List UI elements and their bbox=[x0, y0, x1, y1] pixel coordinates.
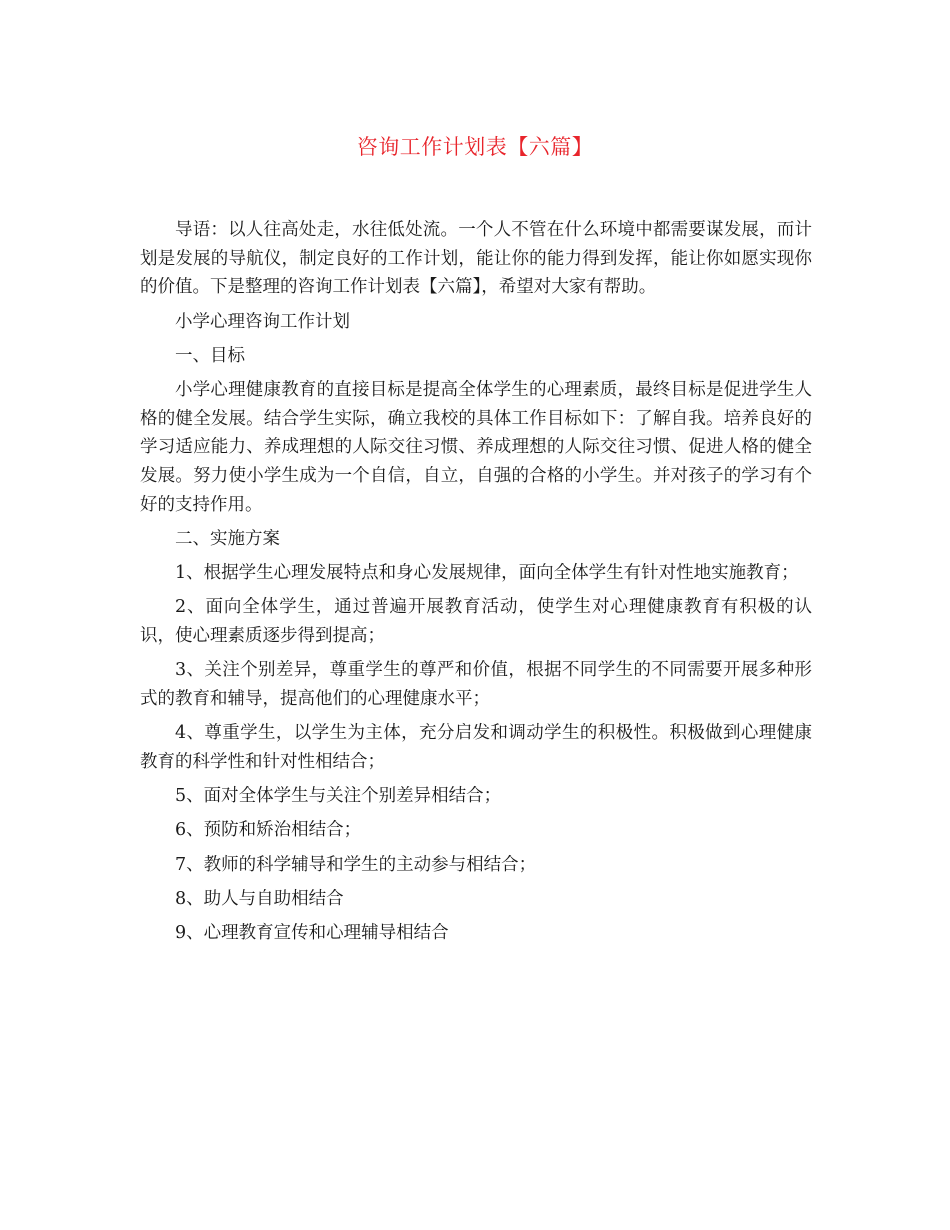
list-item: 8、助人与自助相结合 bbox=[175, 888, 344, 909]
subheading-goals: 一、目标 bbox=[175, 345, 245, 366]
document-body bbox=[140, 216, 812, 953]
list-item: 7、教师的科学辅导和学生的主动参与相结合； bbox=[175, 854, 537, 875]
list-item: 9、心理教育宣传和心理辅导相结合 bbox=[175, 922, 449, 943]
list-item: 5、面对全体学生与关注个别差异相结合； bbox=[175, 786, 502, 807]
paragraph-goals: 小学心理健康教育的直接目标是提高全体学生的心理素质，最终目标是促进学生人格的健全发展。结合学生实际，确立我校的具体工作目标如下：了解自我。培养良好的学习适应能力、养成理想的人际交往习惯、养成理想的人际交往习惯、促进人格的健全发展。努力使小学生成为一个自信，自立，自强的合格的小学生。并对孩子的学习有个好的支持作用。 bbox=[140, 380, 812, 515]
list-item: 3、关注个别差异，尊重学生的尊严和价值，根据不同学生的不同需要开展多种形式的教育和辅导，提高他们的心理健康水平； bbox=[140, 660, 812, 710]
section-heading: 小学心理咨询工作计划 bbox=[175, 311, 350, 332]
list-item: 1、根据学生心理发展特点和身心发展规律，面向全体学生有针对性地实施教育； bbox=[175, 563, 799, 584]
paragraph-intro: 导语：以人往高处走，水往低处流。一个人不管在什么环境中都需要谋发展，而计划是发展的导航仪，制定良好的工作计划，能让你的能力得到发挥，能让你如愿实现你的价值。下是整理的咨询工作计划表【六篇】，希望对大家有帮助。 bbox=[140, 220, 812, 298]
list-item: 2、面向全体学生，通过普遍开展教育活动，使学生对心理健康教育有积极的认识，使心理素质逐步得到提高； bbox=[140, 597, 812, 647]
subheading-plan: 二、实施方案 bbox=[175, 529, 280, 550]
list-item: 6、预防和矫治相结合； bbox=[175, 820, 362, 841]
document-title: 咨询工作计划表【六篇】 bbox=[356, 135, 594, 159]
list-item: 4、尊重学生，以学生为主体，充分启发和调动学生的积极性。积极做到心理健康教育的科学性和针对性相结合； bbox=[140, 723, 812, 772]
